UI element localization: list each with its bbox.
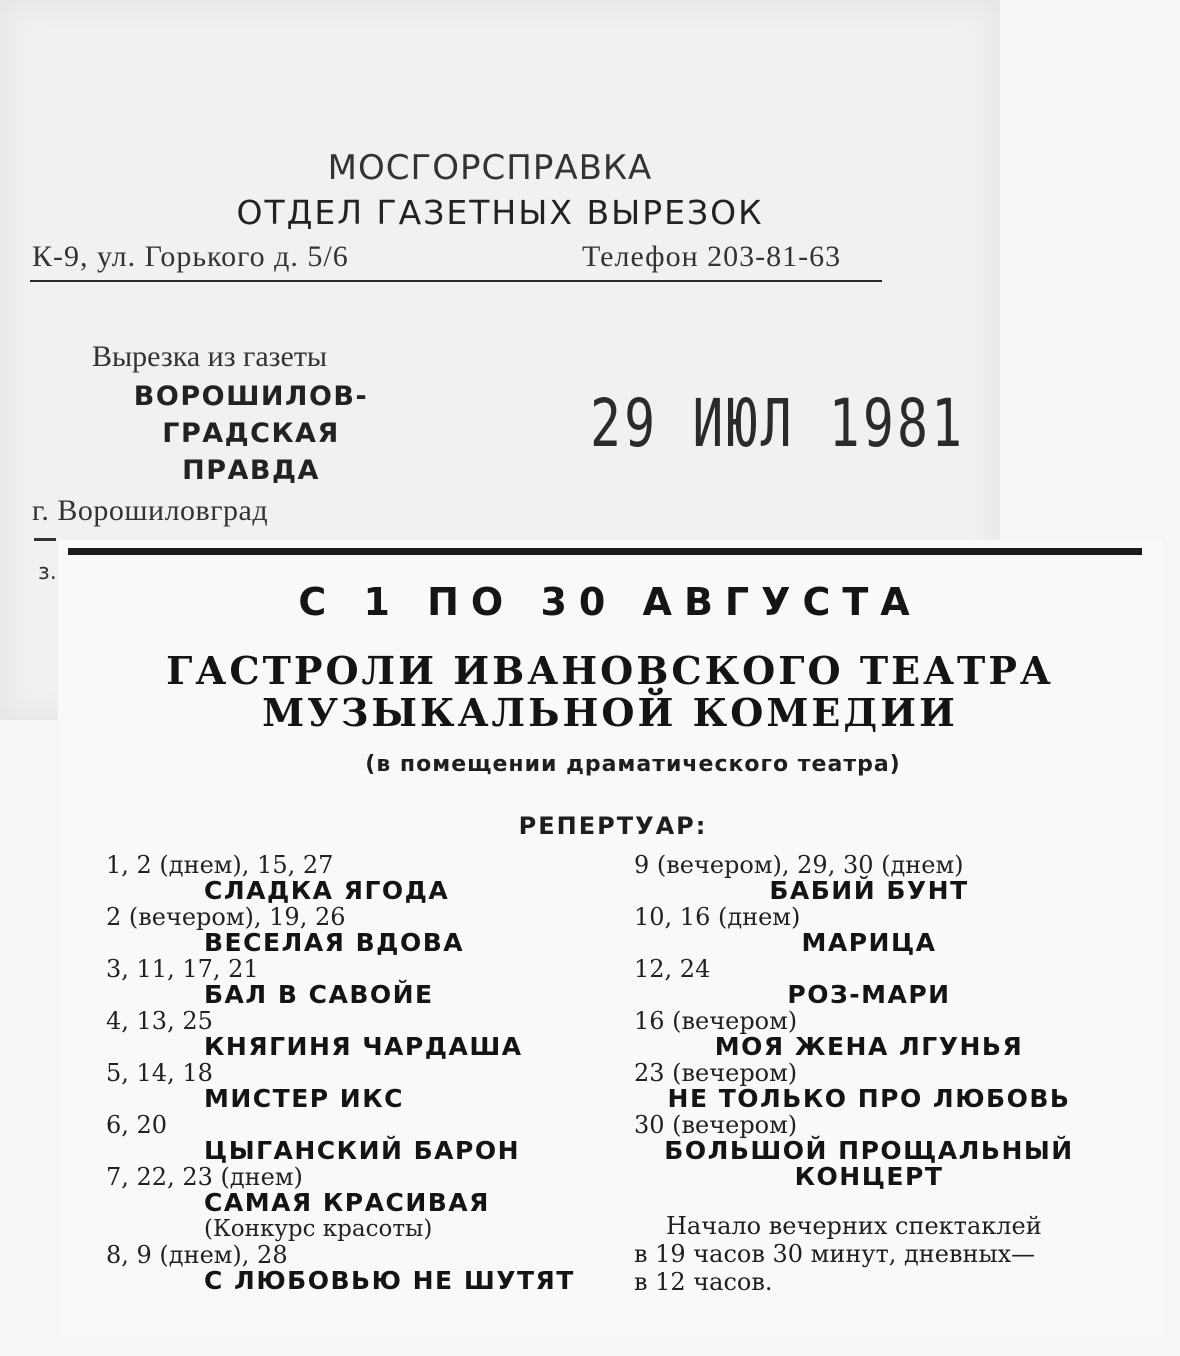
start-time-note xyxy=(634,1212,1164,1296)
play-title: САМАЯ КРАСИВАЯ xyxy=(204,1188,490,1217)
play-title: ЦЫГАНСКИЙ БАРОН xyxy=(204,1136,521,1165)
start-time-line: в 19 часов 30 минут, дневных— xyxy=(634,1240,1036,1268)
repertoire-entry xyxy=(106,1164,566,1242)
start-time-line: Начало вечерних спектаклей xyxy=(666,1212,1042,1240)
address: К-9, ул. Горького д. 5/6 xyxy=(32,240,349,273)
play-title: БОЛЬШОЙ ПРОЩАЛЬНЫЙ xyxy=(664,1136,1074,1165)
start-time-line: в 12 часов. xyxy=(634,1268,773,1296)
repertoire-entry xyxy=(106,956,566,1008)
department-name: ОТДЕЛ ГАЗЕТНЫХ ВЫРЕЗОК xyxy=(236,193,764,232)
performance-dates: 23 (вечером) xyxy=(634,1059,798,1087)
play-title: БАБИЙ БУНТ xyxy=(769,876,969,905)
play-title: МАРИЦА xyxy=(801,928,937,957)
repertoire-entry xyxy=(106,1241,575,1295)
performance-dates: 7, 22, 23 (днем) xyxy=(106,1163,303,1191)
performance-dates: 9 (вечером), 29, 30 (днем) xyxy=(634,851,964,879)
performance-dates: 5, 14, 18 xyxy=(106,1059,213,1087)
performance-dates: 1, 2 (днем), 15, 27 xyxy=(106,851,334,879)
performance-dates: 4, 13, 25 xyxy=(106,1007,213,1035)
play-title: НЕ ТОЛЬКО ПРО ЛЮБОВЬ xyxy=(667,1084,1071,1113)
date-stamp: 29 ИЮЛ 1981 xyxy=(590,385,966,462)
play-title: ВЕСЕЛАЯ ВДОВА xyxy=(204,928,465,957)
tour-title-line: МУЗЫКАЛЬНОЙ КОМЕДИИ xyxy=(262,690,958,735)
repertoire-entry xyxy=(634,904,1154,956)
newspaper-name-line: ПРАВДА xyxy=(182,455,320,486)
repertoire-entry xyxy=(106,1008,566,1060)
issue-mark: з. xyxy=(38,560,57,585)
play-title: РОЗ-МАРИ xyxy=(787,980,951,1009)
repertoire-entry xyxy=(106,852,566,904)
play-title: С ЛЮБОВЬЮ НЕ ШУТЯТ xyxy=(204,1266,575,1295)
repertoire-entry xyxy=(106,1060,566,1112)
performance-dates: 12, 24 xyxy=(634,955,711,983)
repertoire-entry xyxy=(634,1112,1154,1190)
clipping-top-rule xyxy=(68,548,1142,555)
play-subtitle: (Конкурс красоты) xyxy=(204,1216,433,1242)
dash-mark xyxy=(34,538,56,541)
source-label: Вырезка из газеты xyxy=(92,340,328,373)
play-title-continued: КОНЦЕРТ xyxy=(794,1162,944,1191)
organization-name: МОСГОРСПРАВКА xyxy=(327,148,653,188)
performance-dates: 3, 11, 17, 21 xyxy=(106,955,259,983)
newspaper-name-line: ВОРОШИЛОВ- xyxy=(133,381,369,412)
play-title: КНЯГИНЯ ЧАРДАША xyxy=(204,1032,523,1061)
repertoire-entry xyxy=(106,904,566,956)
newspaper-name xyxy=(96,378,406,489)
play-title: МИСТЕР ИКС xyxy=(204,1084,405,1113)
performance-dates: 16 (вечером) xyxy=(634,1007,798,1035)
performance-dates: 10, 16 (днем) xyxy=(634,903,801,931)
header-divider xyxy=(30,280,882,282)
tour-title-line: ГАСТРОЛИ ИВАНОВСКОГО ТЕАТРА xyxy=(166,648,1054,693)
phone: Телефон 203-81-63 xyxy=(582,240,842,273)
repertoire-entry xyxy=(634,1008,1154,1060)
newspaper-name-line: ГРАДСКАЯ xyxy=(162,418,340,449)
performance-dates: 2 (вечером), 19, 26 xyxy=(106,903,346,931)
repertoire-entry xyxy=(634,956,1154,1008)
tour-dates: С 1 ПО 30 АВГУСТА xyxy=(298,580,922,624)
newspaper-clipping xyxy=(58,540,1162,1336)
repertoire-entry xyxy=(634,1060,1154,1112)
newspaper-city: г. Ворошиловград xyxy=(32,494,269,527)
repertoire-left-column xyxy=(106,851,575,1295)
tour-title xyxy=(58,650,1162,734)
performance-dates: 8, 9 (днем), 28 xyxy=(106,1241,288,1269)
repertoire-right-column xyxy=(634,852,1154,1190)
play-title: СЛАДКА ЯГОДА xyxy=(204,876,450,905)
repertoire-entry xyxy=(634,852,1154,904)
play-title: МОЯ ЖЕНА ЛГУНЬЯ xyxy=(714,1032,1024,1061)
play-title: БАЛ В САВОЙЕ xyxy=(204,980,434,1009)
repertoire-heading: РЕПЕРТУАР: xyxy=(518,812,708,840)
performance-dates: 30 (вечером) xyxy=(634,1111,798,1139)
venue-note: (в помещении драматического театра) xyxy=(365,752,901,777)
performance-dates: 6, 20 xyxy=(106,1111,168,1139)
repertoire-entry xyxy=(106,1112,566,1164)
